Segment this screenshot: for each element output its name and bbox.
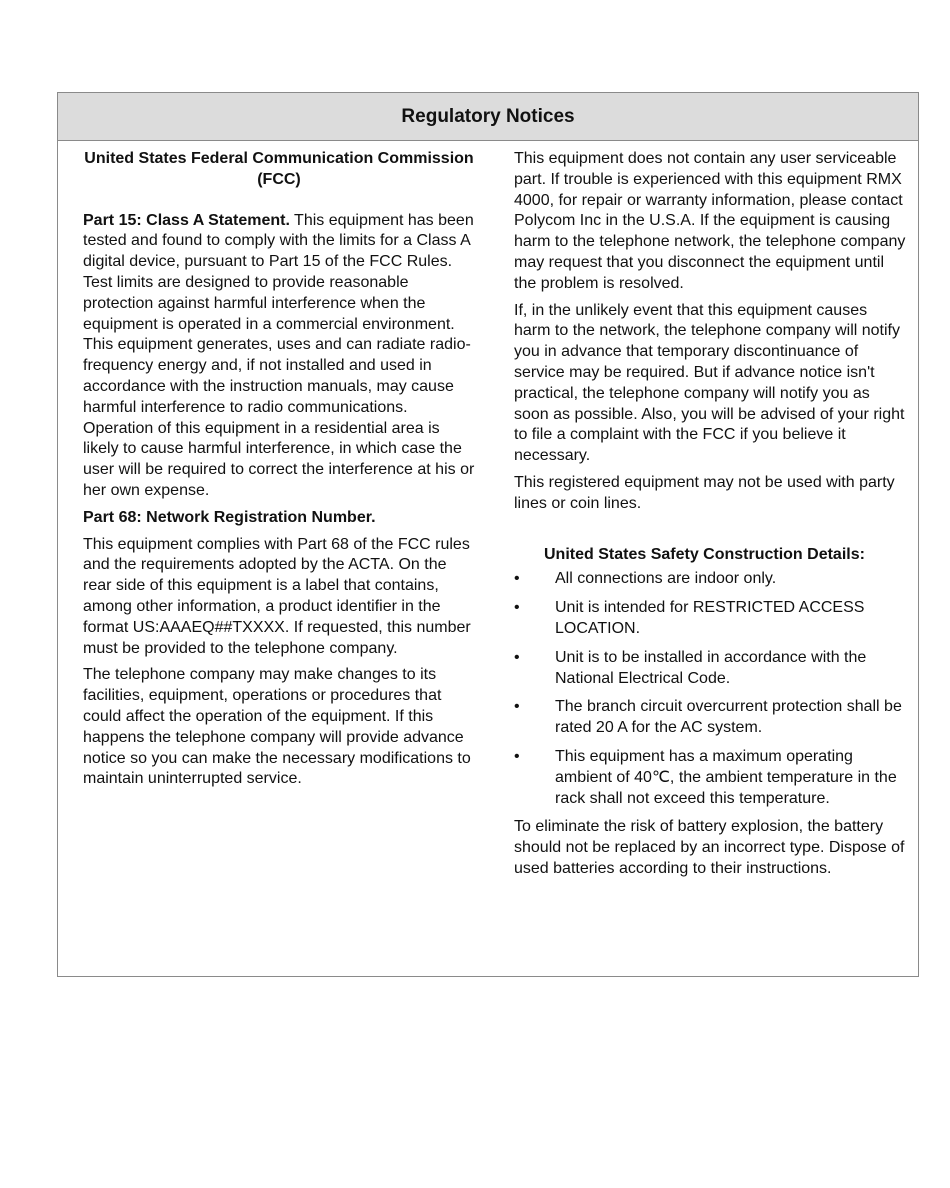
party-lines-paragraph: This registered equipment may not be used with party lines or coin lines. <box>514 473 895 512</box>
part68-heading: Part 68: Network Registration Number. <box>83 508 376 526</box>
part15-paragraph <box>83 211 475 502</box>
changes-paragraph: The telephone company may make changes to its facilities, equipment, operations or procedures that could affect the operation of the equipment. If this happens the telephone company will provide advance notice so you can make the necessary modifications to maintain uninterrupted service. <box>83 666 471 788</box>
list-item <box>514 569 906 590</box>
part68-paragraph: This equipment complies with Part 68 of the FCC rules and the requirements adopted by the ACTA. On the rear side of this equipment is a label that contains, among other information, a product identifier in the format US:AAAEQ##TXXXX. If requested, this number must be provided to the telephone company. <box>83 535 471 657</box>
part15-text: This equipment has been tested and found to comply with the limits for a Class A digital device, pursuant to Part 15 of the FCC Rules. Test limits are designed to provide reasonable protection against harmful interference when the equipment is operated in a commercial environment. This equipment generates, uses and can radiate radio-frequency energy and, if not installed and used in accordance with the instruction manuals, may cause harmful interference to radio communications. Operation of this equipment in a residential area is likely to cause harmful interference, in which case the user will be required to correct the interference at his or her own expense. <box>83 211 475 499</box>
bullet-icon: • <box>514 570 520 588</box>
list-item-text: All connections are indoor only. <box>555 570 777 588</box>
list-item-text: This equipment has a maximum operating ambient of 40℃, the ambient temperature in the rack shall not exceed this temperature. <box>555 747 897 807</box>
part15-label: Part 15: Class A Statement. <box>83 211 290 229</box>
bullet-icon: • <box>514 648 520 666</box>
battery-paragraph: To eliminate the risk of battery explosion, the battery should not be replaced by an incorrect type. Dispose of used batteries according to their instructions. <box>514 818 905 877</box>
box-title: Regulatory Notices <box>58 93 918 141</box>
right-column <box>514 149 906 886</box>
list-item-text: The branch circuit overcurrent protection shall be rated 20 A for the AC system. <box>555 698 902 737</box>
bullet-icon: • <box>514 698 520 716</box>
regulatory-notices-box <box>57 92 919 977</box>
list-item <box>514 648 906 690</box>
list-item <box>514 598 906 640</box>
network-harm-paragraph: If, in the unlikely event that this equipment causes harm to the network, the telephone company will notify you in advance that temporary discontinuance of service may be required. But if advance notice isn't practical, the telephone company will notify you as soon as possible. Also, you will be advised of your right to file a complaint with the FCC if you believe it necessary. <box>514 301 905 465</box>
list-item-text: Unit is intended for RESTRICTED ACCESS LOCATION. <box>555 599 865 637</box>
fcc-heading: United States Federal Communication Commission (FCC) <box>84 150 474 188</box>
left-column <box>83 149 475 796</box>
safety-heading: United States Safety Construction Details: <box>544 545 865 563</box>
list-item <box>514 747 906 809</box>
user-serviceable-paragraph: This equipment does not contain any user serviceable part. If trouble is experienced with this equipment RMX 4000, for repair or warranty information, please contact Polycom Inc in the U.S.A. If the equipment is causing harm to the telephone network, the telephone company may request that you disconnect the equipment until the problem is resolved. <box>514 150 906 292</box>
safety-list <box>514 569 906 809</box>
bullet-icon: • <box>514 747 520 765</box>
list-item-text: Unit is to be installed in accordance with the National Electrical Code. <box>555 648 867 687</box>
list-item <box>514 697 906 739</box>
bullet-icon: • <box>514 599 520 617</box>
